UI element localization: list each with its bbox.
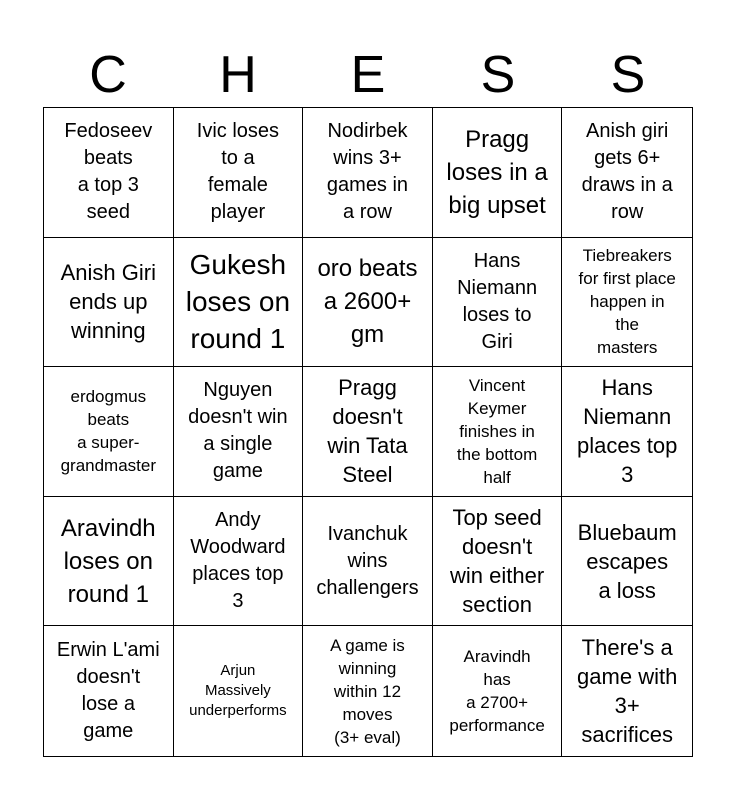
- header-letter-c: C: [89, 46, 127, 104]
- bingo-cell[interactable]: [562, 497, 692, 627]
- bingo-cell[interactable]: [174, 367, 304, 497]
- cell-text: Bluebaum escapes a loss: [577, 519, 677, 603]
- header-letter-s1: S: [480, 46, 516, 104]
- bingo-cell[interactable]: [303, 367, 433, 497]
- cell-text: Top seed doesn't win either section: [450, 505, 545, 618]
- bingo-cell[interactable]: [433, 108, 563, 238]
- cell-text: erdogmus beats a super- grandmaster: [60, 387, 157, 476]
- bingo-cell[interactable]: [303, 108, 433, 238]
- cell-text: Tiebreakers for first place happen in the masters: [578, 246, 676, 358]
- bingo-cell[interactable]: [562, 626, 692, 756]
- bingo-board: [43, 107, 693, 757]
- bingo-cell[interactable]: [303, 497, 433, 627]
- bingo-cell[interactable]: [44, 367, 174, 497]
- bingo-cell[interactable]: [562, 238, 692, 368]
- cell-text: Nguyen doesn't win a single game: [188, 379, 288, 483]
- cell-text: Nodirbek wins 3+ games in a row: [326, 120, 409, 224]
- bingo-cell[interactable]: [303, 626, 433, 756]
- cell-text: Gukesh loses on round 1: [185, 249, 291, 355]
- cell-text: There's a game with 3+ sacrifices: [577, 635, 678, 748]
- header-letter-s2: S: [610, 46, 646, 104]
- bingo-cell[interactable]: [433, 367, 563, 497]
- bingo-cell[interactable]: [44, 108, 174, 238]
- bingo-cell[interactable]: [433, 238, 563, 368]
- bingo-cell[interactable]: [44, 238, 174, 368]
- cell-text: Arjun Massively underperforms: [189, 662, 287, 720]
- bingo-cell[interactable]: [433, 497, 563, 627]
- cell-text: Hans Niemann places top 3: [577, 375, 678, 488]
- cell-text: A game is winning within 12 moves (3+ eval): [330, 635, 405, 747]
- bingo-cell[interactable]: [303, 238, 433, 368]
- bingo-cell[interactable]: [44, 626, 174, 756]
- cell-text: Andy Woodward places top 3: [190, 509, 286, 613]
- bingo-cell[interactable]: [174, 497, 304, 627]
- cell-text: Anish Giri ends up winning: [60, 260, 156, 344]
- bingo-cell[interactable]: [44, 497, 174, 627]
- cell-text: Ivic loses to a female player: [196, 120, 280, 224]
- header-letter-e: E: [350, 46, 386, 104]
- cell-text: Aravindh has a 2700+ performance: [449, 647, 545, 736]
- bingo-cell[interactable]: [174, 626, 304, 756]
- cell-text: oro beats a 2600+ gm: [317, 255, 418, 349]
- bingo-cell[interactable]: [562, 108, 692, 238]
- bingo-header: [43, 44, 693, 106]
- cell-text: Vincent Keymer finishes in the bottom half: [456, 375, 538, 487]
- cell-text: Anish giri gets 6+ draws in a row: [581, 120, 673, 224]
- bingo-cell[interactable]: [562, 367, 692, 497]
- bingo-cell[interactable]: [433, 626, 563, 756]
- cell-text: Ivanchuk wins challengers: [316, 522, 419, 599]
- cell-text: Pragg loses in a big upset: [446, 125, 548, 219]
- header-letter-h: H: [219, 46, 257, 104]
- bingo-cell[interactable]: [174, 238, 304, 368]
- cell-text: Erwin L'ami doesn't lose a game: [56, 639, 160, 743]
- cell-text: Fedoseev beats a top 3 seed: [64, 120, 153, 224]
- cell-text: Aravindh loses on round 1: [60, 514, 156, 608]
- cell-text: Pragg doesn't win Tata Steel: [327, 375, 408, 488]
- bingo-cell[interactable]: [174, 108, 304, 238]
- cell-text: Hans Niemann loses to Giri: [457, 249, 538, 353]
